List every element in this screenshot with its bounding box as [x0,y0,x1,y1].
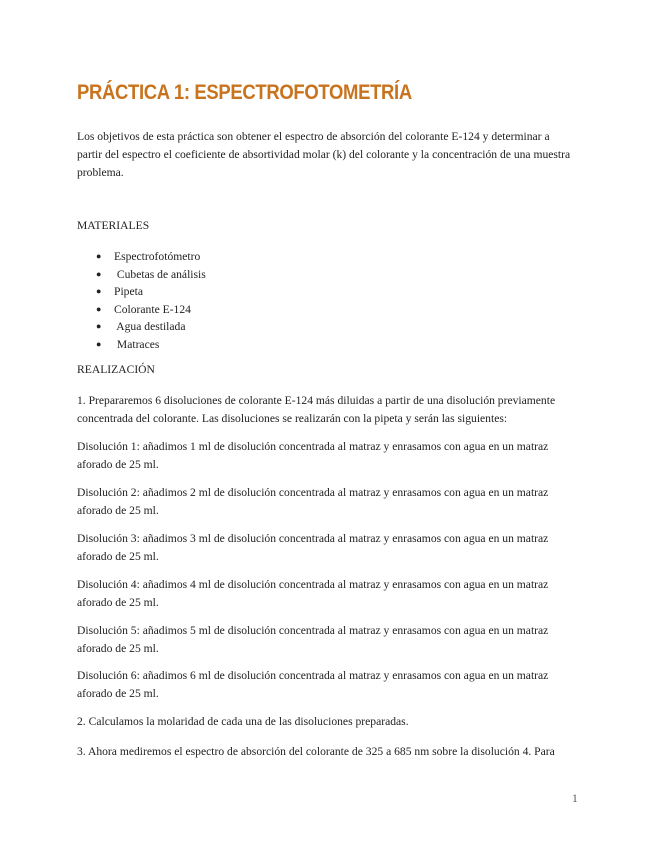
disolucion-2-paragraph: Disolución 2: añadimos 2 ml de disolución concentrada al matraz y enrasamos con agua en un matraz aforado de 25 ml. [77,486,549,518]
disolucion-4-paragraph: Disolución 4: añadimos 4 ml de disolución concentrada al matraz y enrasamos con agua en un matraz aforado de 25 ml. [77,578,549,610]
realizacion-heading: REALIZACIÓN [77,363,155,376]
disolucion-1-paragraph: Disolución 1: añadimos 1 ml de disolución concentrada al matraz y enrasamos con agua en un matraz aforado de 25 ml. [77,440,549,472]
disolucion-6-paragraph: Disolución 6: añadimos 6 ml de disolución concentrada al matraz y enrasamos con agua en un matraz aforado de 25 ml. [77,669,549,701]
bullet-icon: ● [96,268,102,279]
page-number: 1 [572,792,578,805]
materiales-heading: MATERIALES [77,219,150,232]
step-2-paragraph: 2. Calculamos la molaridad de cada una de las disoluciones preparadas. [77,715,409,728]
disolucion-3-paragraph: Disolución 3: añadimos 3 ml de disolución concentrada al matraz y enrasamos con agua en un matraz aforado de 25 ml. [77,532,549,564]
intro-paragraph: Los objetivos de esta práctica son obtener el espectro de absorción del colorante E-124 y determinar a partir del espectro el coeficiente de absortividad molar (k) del colorante y la concentración de una muestra problema. [77,130,571,180]
bullet-icon: ● [96,286,102,297]
step-3-paragraph: 3. Ahora mediremos el espectro de absorción del colorante de 325 a 685 nm sobre la disolución 4. Para [77,745,555,758]
bullet-icon: ● [96,303,102,314]
bullet-icon: ● [96,251,102,261]
page-title: PRÁCTICA 1: ESPECTROFOTOMETRÍA [77,80,412,104]
step-1-paragraph: 1. Prepararemos 6 disoluciones de colorante E-124 más diluidas a partir de una disolución previamente concentrada del colorante. Las disoluciones se realizarán con la pipeta y serán las siguientes: [77,394,556,426]
bullet-icon: ● [96,338,102,349]
document-page: PRÁCTICA 1: ESPECTROFOTOMETRÍA Los objetivos de esta práctica son obtener el espectro de absorción del colorante E-124 y determinar a partir del espectro el coeficiente de absortividad molar (k) del colorante y la concentración de una muestra problema. MATERIALES ● Espectrofotómetro ● Cubetas de análisis ● Pipeta ● Colorante E-124 ● Agua destilada ● Matraces REALIZACIÓN 1. Prepararemos 6 disoluciones de colorante E-124 más diluidas a partir de una disolución previamente concentrada del colorante. Las disoluciones se realizarán con la pipeta y serán las siguientes: Disolución 1: añadimos 1 ml de disolución concentrada al matraz y enrasamos con agua en un matraz aforado de 25 ml. Disolución 2: añadimos 2 ml de disolución concentrada al matraz y enrasamos con agua en un matraz aforado de 25 ml. Disolución 3: añadimos 3 ml de disolución concentrada al matraz y enrasamos con agua en un matraz aforado de 25 ml. Disolución 4: añadimos 4 ml de disolución concentrada al matraz y enrasamos con agua en un matraz aforado de 25 ml. Disolución 5: añadimos 5 ml de disolución concentrada al matraz y enrasamos con agua en un matraz aforado de 25 ml. Disolución 6: añadimos 6 ml de disolución concentrada al matraz y enrasamos con agua en un matraz aforado de 25 ml. 2. Calculamos la molaridad de cada una de las disoluciones preparadas. 3. Ahora mediremos el espectro de absorción del colorante de 325 a 685 nm sobre la disolución 4. Para 1 [0,0,655,848]
disolucion-5-paragraph: Disolución 5: añadimos 5 ml de disolución concentrada al matraz y enrasamos con agua en un matraz aforado de 25 ml. [77,624,549,656]
bullet-icon: ● [96,321,102,332]
